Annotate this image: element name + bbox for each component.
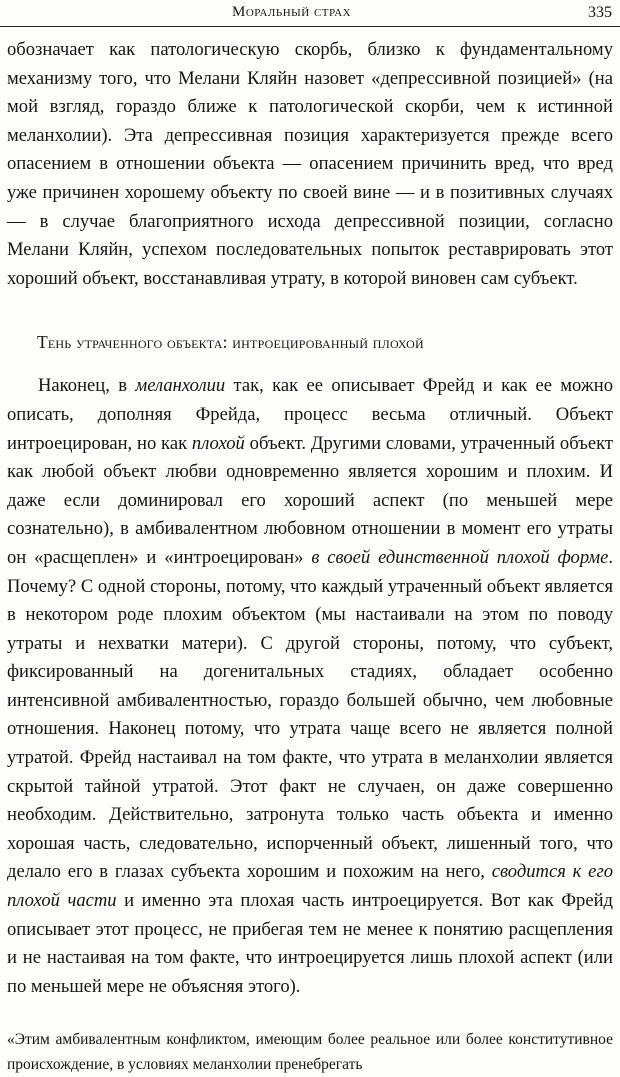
paragraph-text: так, как ее описывает Фрейд и как ее можно описать, дополняя Фрейда, процесс весьма отличный. Объект интроецирован, но как [7, 375, 613, 454]
paragraph-text: . Почему? С одной стороны, потому, что каждый утраченный объект является в некотором роде плохим объектом (мы настаивали на этом по поводу утраты и нехватки матери). С другой стороны, потому, что субъект, фиксированный на догенитальных стадиях, обладает особенно интенсивной амбивалентностью, гораздо большей обычно, чем любовные отношения. Наконец потому, что утрата чаще всего не является полной утратой. Фрейд настаивал на том факте, что утрата в меланхолии является скрытой тайной утратой. Этот факт не случаен, он даже совершенно необходим. Действительно, затронута только часть объекта и именно хорошая часть, следовательно, испорченный объект, лишенный того, что делало его в глазах субъекта хорошим и похожим на него, [7, 546, 613, 883]
page-body [7, 36, 613, 1077]
page-header [0, 0, 620, 30]
header-rule [0, 26, 620, 27]
paragraph-melancholia [7, 372, 613, 1001]
emphasis-text: плохой [191, 432, 245, 454]
page-number: 335 [588, 4, 612, 21]
block-quote: «Этим амбивалентным конфликтом, имеющим более реальное или более конститутивное происхождение, в условиях меланхолии пренебрегать [7, 1031, 613, 1074]
section-heading: Тень утраченного объекта: интроецированный плохой [37, 332, 424, 353]
paragraph-continued: обозначает как патологическую скорбь, близко к фундаментальному механизму того, что Мелани Кляйн назовет «депрессивной позицией» (на мой взгляд, гораздо ближе к патологической скорби, чем к истинной меланхолии). Эта депрессивная позиция характеризуется прежде всего опасением в отношении объекта — опасением причинить вред, что вред уже причинен хорошему объекту по своей вине — и в позитивных случаях — в случае благоприятного исхода депрессивной позиции, согласно Мелани Кляйн, успехом последовательных попыток реставрировать этот хороший объект, восстанавливая утрату, в которой виновен сам субъект. [7, 39, 613, 289]
emphasis-text: меланхолии [135, 375, 226, 397]
paragraph-text: объект. Другими словами, утраченный объект как любой объект любви одновременно является хорошим и плохим. И даже если доминировал его хороший аспект (по меньшей мере сознательно), в амбивалентном любовном отношении в момент его утраты он «расщеплен» и «интроецирован» [7, 432, 613, 568]
paragraph-text: Наконец, в [38, 375, 136, 397]
emphasis-text: в своей единственной плохой форме [311, 546, 609, 568]
running-title: Моральный страх [232, 4, 352, 20]
paragraph-text: и именно эта плохая часть интроецируется. Вот как Фрейд описывает этот процесс, не прибегая тем не менее к понятию расщепления и не настаивая на том факте, что интроецируется лишь плохой аспект (или по меньшей мере не объясняя этого). [7, 890, 613, 997]
emphasis-text: сводится к его плохой части [7, 861, 613, 912]
